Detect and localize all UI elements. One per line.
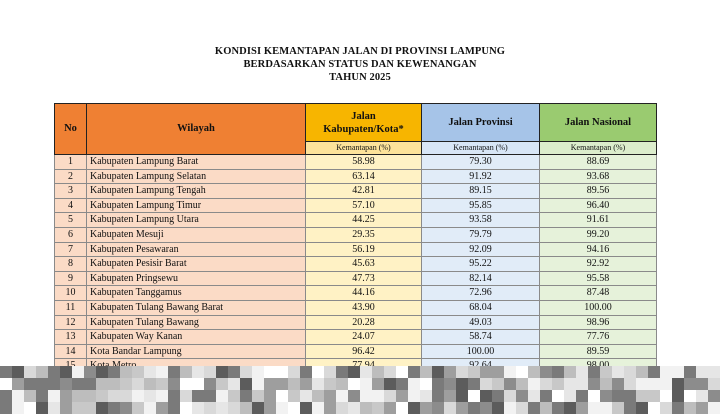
header-wilayah: Wilayah [87,104,306,155]
table-row [55,344,657,359]
table-row [55,330,657,345]
cell-wilayah: Kabupaten Pringsewu [87,271,306,286]
header-kab-line2: Kabupaten/Kota* [323,123,404,135]
cell-nasional: 91.61 [540,213,657,228]
cell-provinsi: 79.30 [422,155,540,170]
cell-nasional: 100.00 [540,300,657,315]
title-line-2: BERDASARKAN STATUS DAN KEWENANGAN [243,59,477,70]
cell-wilayah: Kabupaten Tulang Bawang [87,315,306,330]
table-row [55,286,657,301]
cell-wilayah: Kabupaten Tulang Bawang Barat [87,300,306,315]
cell-wilayah: Kabupaten Lampung Utara [87,213,306,228]
table-row [55,227,657,242]
cell-nasional: 92.92 [540,257,657,272]
cell-no: 13 [55,330,87,345]
cell-wilayah: Kabupaten Lampung Barat [87,155,306,170]
cell-no: 7 [55,242,87,257]
cell-nasional: 96.40 [540,198,657,213]
table-row [55,213,657,228]
cell-provinsi: 95.85 [422,198,540,213]
cell-nasional: 89.59 [540,344,657,359]
table-row [55,271,657,286]
cell-no: 5 [55,213,87,228]
cell-provinsi: 72.96 [422,286,540,301]
cell-kabupaten: 42.81 [306,184,422,199]
cell-provinsi: 92.09 [422,242,540,257]
cell-provinsi: 93.58 [422,213,540,228]
cell-kabupaten: 47.73 [306,271,422,286]
header-kab-line1: Jalan [351,110,376,122]
cell-kabupaten: 58.98 [306,155,422,170]
cell-kabupaten: 56.19 [306,242,422,257]
cell-nasional: 88.69 [540,155,657,170]
cell-no: 3 [55,184,87,199]
cell-kabupaten: 43.90 [306,300,422,315]
cell-kabupaten: 20.28 [306,315,422,330]
table-row [55,169,657,184]
subheader-prov: Kemantapan (%) [422,142,540,155]
cell-provinsi: 89.15 [422,184,540,199]
cell-no: 1 [55,155,87,170]
cell-wilayah: Kabupaten Way Kanan [87,330,306,345]
table-body [55,155,657,374]
cell-nasional: 99.20 [540,227,657,242]
cell-nasional: 89.56 [540,184,657,199]
cell-wilayah: Kota Bandar Lampung [87,344,306,359]
table-row [55,300,657,315]
cell-nasional: 77.76 [540,330,657,345]
cell-kabupaten: 44.25 [306,213,422,228]
cell-wilayah: Kabupaten Tanggamus [87,286,306,301]
cell-no: 14 [55,344,87,359]
cell-provinsi: 79.79 [422,227,540,242]
cell-kabupaten: 24.07 [306,330,422,345]
cell-no: 2 [55,169,87,184]
cell-provinsi: 58.74 [422,330,540,345]
cell-no: 8 [55,257,87,272]
cell-nasional: 98.96 [540,315,657,330]
header-no: No [55,104,87,155]
cell-nasional: 94.16 [540,242,657,257]
cell-nasional: 95.58 [540,271,657,286]
title-line-3: TAHUN 2025 [329,72,391,83]
cell-wilayah: Kabupaten Lampung Timur [87,198,306,213]
pixelated-overlay [0,366,720,414]
cell-provinsi: 91.92 [422,169,540,184]
table-row [55,257,657,272]
cell-wilayah: Kabupaten Pesisir Barat [87,257,306,272]
header-jalan-provinsi: Jalan Provinsi [422,104,540,142]
cell-kabupaten: 44.16 [306,286,422,301]
cell-provinsi: 100.00 [422,344,540,359]
subheader-nas: Kemantapan (%) [540,142,657,155]
cell-provinsi: 49.03 [422,315,540,330]
cell-nasional: 87.48 [540,286,657,301]
title-line-1: KONDISI KEMANTAPAN JALAN DI PROVINSI LAMPUNG [214,46,506,57]
table-row [55,184,657,199]
cell-kabupaten: 57.10 [306,198,422,213]
table-row [55,198,657,213]
cell-no: 9 [55,271,87,286]
cell-no: 10 [55,286,87,301]
table-row [55,242,657,257]
cell-no: 4 [55,198,87,213]
cell-nasional: 93.68 [540,169,657,184]
header-jalan-nasional: Jalan Nasional [540,104,657,142]
cell-provinsi: 68.04 [422,300,540,315]
cell-kabupaten: 29.35 [306,227,422,242]
cell-kabupaten: 45.63 [306,257,422,272]
cell-wilayah: Kabupaten Mesuji [87,227,306,242]
header-jalan-kabupaten [306,104,422,142]
cell-provinsi: 95.22 [422,257,540,272]
cell-no: 12 [55,315,87,330]
subheader-kab: Kemantapan (%) [306,142,422,155]
cell-no: 11 [55,300,87,315]
table-row [55,315,657,330]
road-condition-table [54,103,657,374]
cell-provinsi: 82.14 [422,271,540,286]
cell-kabupaten: 96.42 [306,344,422,359]
cell-wilayah: Kabupaten Lampung Selatan [87,169,306,184]
cell-wilayah: Kabupaten Pesawaran [87,242,306,257]
cell-kabupaten: 63.14 [306,169,422,184]
table-row [55,155,657,170]
cell-wilayah: Kabupaten Lampung Tengah [87,184,306,199]
cell-no: 6 [55,227,87,242]
